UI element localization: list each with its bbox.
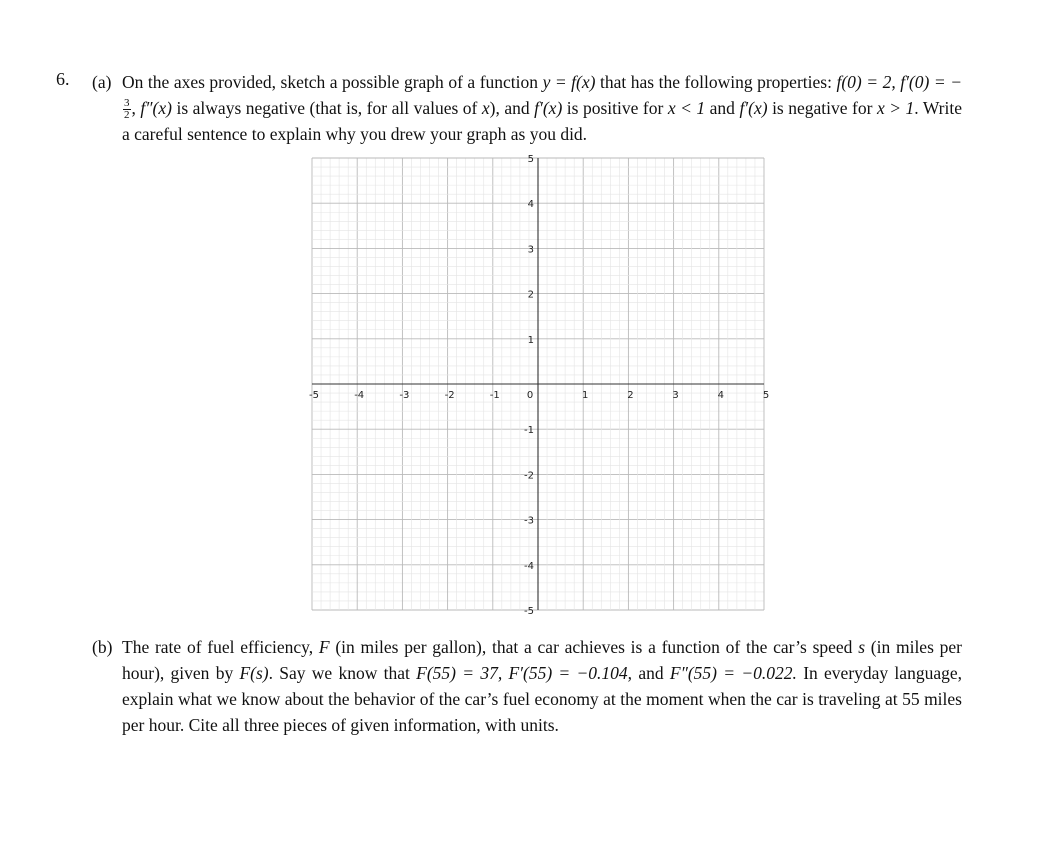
part-a: [92, 69, 962, 147]
x-tick-label: -4: [354, 390, 365, 401]
y-tick-label: 3: [527, 244, 534, 256]
y-tick-label: -1: [524, 425, 534, 437]
x-tick-label: 4: [717, 390, 724, 401]
problem-number: 6.: [56, 69, 70, 89]
x-tick-label: -3: [399, 390, 410, 401]
y-tick-label: -3: [524, 515, 534, 527]
x-tick-label: -2: [444, 390, 455, 401]
x-tick-label: 1: [582, 390, 589, 401]
y-tick-label: -4: [524, 560, 534, 572]
y-tick-label: -5: [524, 606, 534, 614]
y-tick-label: 2: [527, 289, 534, 301]
x-tick-label: -1: [489, 390, 500, 401]
part-a-text: On the axes provided, sketch a possible graph of a function y = f(x) that has the following properties: f(0) = 2, f′(0) = − $\frac{3}{2}$ , f″(x) is always negative (that is, for all values of x), and f′(x) is positive for x < 1 and f′(x) is negative for x > 1. Write a careful sentence to explain why you drew your graph as you did.: [122, 72, 963, 145]
y-tick-label: 4: [527, 199, 534, 211]
x-tick-label: 2: [627, 390, 634, 401]
x-tick-label: -5: [309, 390, 319, 401]
x-tick-label: 3: [672, 390, 679, 401]
x-tick-label: 5: [762, 390, 770, 401]
part-b: [92, 634, 962, 738]
part-b-label: (b): [92, 637, 113, 657]
coordinate-grid[interactable]: [300, 152, 772, 614]
y-tick-label: -2: [524, 470, 534, 482]
part-a-label: (a): [92, 72, 112, 92]
x-tick-label: 0: [526, 390, 534, 401]
y-tick-label: 5: [527, 154, 534, 165]
fraction-three-halves: $\frac{3}{2}$: [124, 97, 130, 122]
part-b-text: The rate of fuel efficiency, F (in miles per gallon), that a car achieves is a function of the car’s speed s (in miles per hour), given by F(s). Say we know that F(55) = 37, F′(55) = −0.104, and F″(55) = −0.022. In everyday language, explain what we know about the behavior of the car’s fuel economy at the moment when the car is traveling at 55 miles per hour. Cite all three pieces of given information, with units.: [122, 637, 962, 735]
y-tick-label: 1: [527, 334, 534, 346]
